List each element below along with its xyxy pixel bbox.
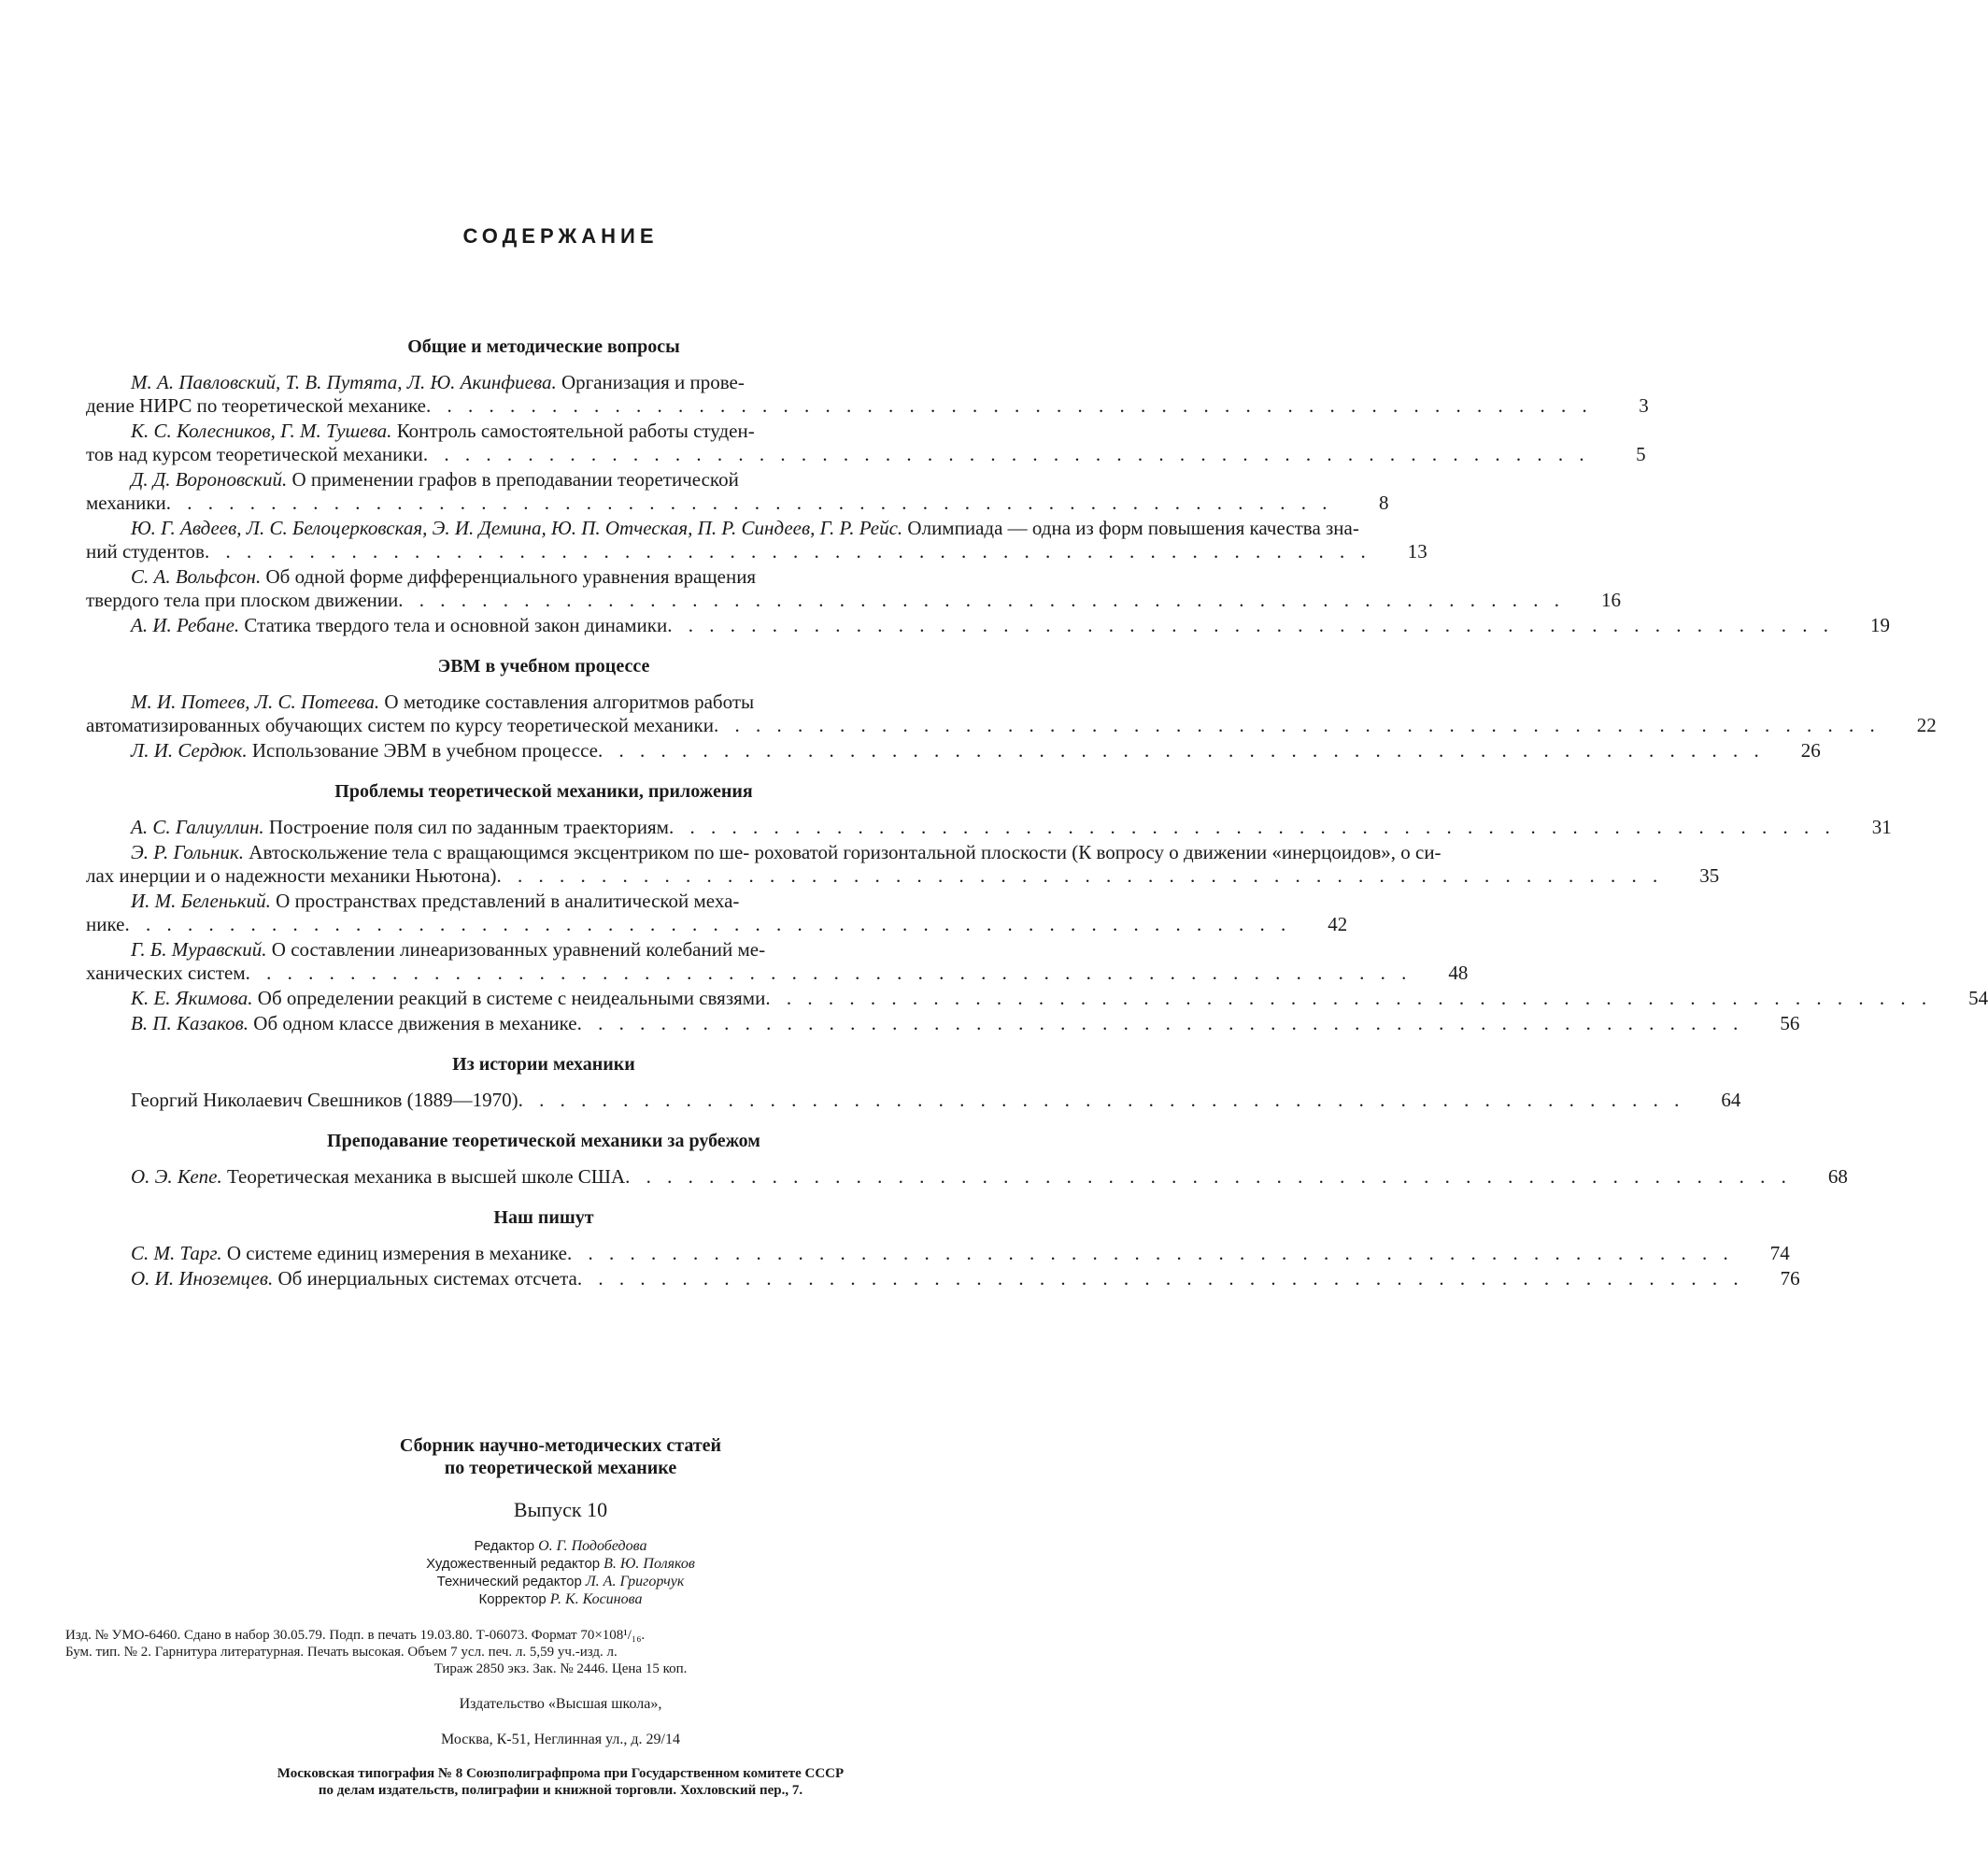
dot-leader: . . . . . . . . . . . . . . . . . . . . . . . . . . . . . . . . . . . . . . . . . . . . . . . . . . . . . . . . [667, 614, 1834, 636]
credit-line [0, 1537, 1121, 1555]
section-heading: ЭВМ в учебном процессе [437, 656, 650, 677]
entry-title: О составлении линеаризованных уравнений колебаний ме- [271, 938, 766, 961]
entry-title-end: нике [86, 913, 125, 935]
entry-title-end: Построение поля сил по заданным траекториям [268, 816, 669, 838]
entry-authors: К. С. Колесников, Г. М. Тушева. [131, 420, 392, 442]
entry-authors: Д. Д. Вороновский. [131, 468, 288, 491]
toc-entry [86, 468, 1389, 515]
toc-entry [86, 1089, 1741, 1112]
collection-title [0, 1434, 1121, 1479]
dot-leader: . . . . . . . . . . . . . . . . . . . . . . . . . . . . . . . . . . . . . . . . . . . . . . . . . . . . . . . . [165, 492, 1333, 514]
printing-house-line-2: по делам издательств, полиграфии и книжной торговли. Хохловский пер., 7. [318, 1783, 803, 1798]
entry-title: Контроль самостоятельной работы студен- [396, 420, 755, 442]
print-line-1: Изд. № УМО-6460. Сдано в набор 30.05.79. Подп. в печать 19.03.80. Т-06073. Формат 70×108¹/₁₆. [65, 1628, 646, 1643]
dot-leader: . . . . . . . . . . . . . . . . . . . . . . . . . . . . . . . . . . . . . . . . . . . . . . . . . . . . . . . . [426, 394, 1593, 417]
dot-leader: . . . . . . . . . . . . . . . . . . . . . . . . . . . . . . . . . . . . . . . . . . . . . . . . . . . . . . . . [518, 1089, 1685, 1111]
credit-line [0, 1590, 1121, 1608]
entry-title-end: Теоретическая механика в высшей школе США [226, 1165, 626, 1188]
entry-page-number: 19 [1869, 614, 1890, 636]
credit-role: Корректор [478, 1591, 547, 1607]
entry-authors: С. А. Вольфсон. [131, 565, 262, 588]
entry-title-end: дение НИРС по теоретической механике [86, 394, 427, 417]
entry-page-number: 22 [1916, 714, 1937, 736]
entry-authors: И. М. Беленький. [131, 890, 271, 912]
print-line-2: Бум. тип. № 2. Гарнитура литературная. Печать высокая. Объем 7 усл. печ. л. 5,59 уч.-изд. л. [65, 1645, 618, 1660]
toc-entry [86, 565, 1622, 612]
entry-authors: С. М. Тарг. [131, 1242, 222, 1264]
toc-entry [86, 938, 1469, 985]
toc-entry [86, 517, 1427, 563]
entry-title-end: ханических систем [86, 962, 246, 984]
section-heading: Преподавание теоретической механики за рубежом [327, 1131, 760, 1151]
publisher-address: Москва, К-51, Неглинная ул., д. 29/14 [441, 1732, 680, 1747]
entry-page-number: 5 [1636, 443, 1646, 465]
entry-authors: К. Е. Якимова. [131, 987, 253, 1009]
credit-role: Технический редактор [436, 1574, 582, 1589]
dot-leader: . . . . . . . . . . . . . . . . . . . . . . . . . . . . . . . . . . . . . . . . . . . . . . . . . . . . . . . . [576, 1267, 1744, 1290]
print-line-3: Тираж 2850 экз. Зак. № 2446. Цена 15 коп. [433, 1661, 688, 1676]
toc-entry [86, 1267, 1800, 1290]
toc-entry [86, 841, 1720, 888]
toc-entry [86, 816, 1892, 839]
editorial-credits [0, 1537, 1121, 1608]
toc-entry [86, 1165, 1848, 1189]
toc-entry [86, 739, 1821, 763]
entry-page-number: 26 [1800, 739, 1821, 762]
collection-title-line-1: Сборник научно-методических статей [399, 1435, 722, 1456]
entry-title-end: автоматизированных обучающих систем по курсу теоретической механики [86, 714, 714, 736]
section-heading: Общие и методические вопросы [407, 336, 680, 357]
print-details [65, 1627, 1056, 1677]
issue-number: Выпуск 10 [513, 1498, 608, 1521]
entry-authors: М. А. Павловский, Т. В. Путята, Л. Ю. Акинфиева. [131, 371, 557, 393]
toc-entry [86, 890, 1348, 936]
dot-leader: . . . . . . . . . . . . . . . . . . . . . . . . . . . . . . . . . . . . . . . . . . . . . . . . . . . . . . . . [398, 589, 1566, 611]
entry-title-end: Статика твердого тела и основной закон динамики [244, 614, 668, 636]
dot-leader: . . . . . . . . . . . . . . . . . . . . . . . . . . . . . . . . . . . . . . . . . . . . . . . . . . . . . . . . [245, 962, 1413, 984]
entry-title-end: механики [86, 492, 166, 514]
entry-title: О применении графов в преподавании теоретической [291, 468, 739, 491]
entry-page-number: 8 [1379, 492, 1389, 514]
toc-entry [86, 614, 1890, 637]
collection-title-line-2: по теоретической механике [444, 1458, 677, 1478]
toc-entry [86, 371, 1649, 418]
entry-authors: Ю. Г. Авдеев, Л. С. Белоцерковская, Э. И. Демина, Ю. П. Отческая, П. Р. Синдеев, Г. Р. Рейс. [131, 517, 903, 539]
entry-title: Олимпиада — одна из форм повышения качества зна- [907, 517, 1359, 539]
entry-page-number: 54 [1968, 987, 1988, 1009]
entry-page-number: 48 [1448, 962, 1469, 984]
entry-page-number: 64 [1721, 1089, 1741, 1111]
entry-title-end: твердого тела при плоском движении [86, 589, 399, 611]
credit-name: Р. К. Косинова [549, 1591, 643, 1607]
colophon [0, 1434, 1121, 1799]
entry-title-end: О системе единиц измерения в механике [226, 1242, 568, 1264]
credit-line [0, 1555, 1121, 1573]
entry-title: О методике составления алгоритмов работы [384, 691, 755, 713]
credit-role: Редактор [474, 1538, 535, 1554]
entry-authors: М. И. Потеев, Л. С. Потеева. [131, 691, 380, 713]
credit-name: В. Ю. Поляков [604, 1556, 695, 1572]
credit-name: О. Г. Подобедова [538, 1538, 647, 1554]
toc-entry [86, 691, 1937, 737]
toc-entry [86, 420, 1646, 466]
entry-title-end: Об инерциальных системах отсчета [277, 1267, 577, 1290]
dot-leader: . . . . . . . . . . . . . . . . . . . . . . . . . . . . . . . . . . . . . . . . . . . . . . . . . . . . . . . . [204, 540, 1371, 563]
section-heading: Наш пишут [493, 1207, 594, 1228]
publisher: Издательство «Высшая школа», [459, 1696, 662, 1712]
entry-authors: В. П. Казаков. [131, 1012, 249, 1034]
credit-role: Художественный редактор [426, 1556, 601, 1572]
dot-leader: . . . . . . . . . . . . . . . . . . . . . . . . . . . . . . . . . . . . . . . . . . . . . . . . . . . . . . . . [625, 1165, 1792, 1188]
entry-page-number: 31 [1871, 816, 1892, 838]
dot-leader: . . . . . . . . . . . . . . . . . . . . . . . . . . . . . . . . . . . . . . . . . . . . . . . . . . . . . . . . [765, 987, 1933, 1009]
entry-title-end: ний студентов [86, 540, 205, 563]
entry-page-number: 76 [1780, 1267, 1800, 1290]
entry-title-end: Георгий Николаевич Свешников (1889—1970) [131, 1089, 518, 1111]
entry-title: Организация и прове- [561, 371, 745, 393]
credit-name: Л. А. Григорчук [585, 1574, 685, 1589]
toc-entry [86, 987, 1988, 1010]
entry-authors: А. С. Галиуллин. [131, 816, 264, 838]
entry-title-end: тов над курсом теоретической механики [86, 443, 423, 465]
dot-leader: . . . . . . . . . . . . . . . . . . . . . . . . . . . . . . . . . . . . . . . . . . . . . . . . . . . . . . . . [597, 739, 1765, 762]
table-of-contents [86, 336, 1988, 1292]
printing-house [0, 1765, 1121, 1799]
entry-authors: Э. Р. Гольник. [131, 841, 245, 863]
credit-line [0, 1573, 1121, 1590]
entry-title: Об одной форме дифференциального уравнения вращения [265, 565, 757, 588]
entry-authors: Л. И. Сердюк. [131, 739, 248, 762]
toc-entry [86, 1012, 1800, 1035]
entry-title: О пространствах представлений в аналитической меха- [276, 890, 740, 912]
dot-leader: . . . . . . . . . . . . . . . . . . . . . . . . . . . . . . . . . . . . . . . . . . . . . . . . . . . . . . . . [668, 816, 1836, 838]
dot-leader: . . . . . . . . . . . . . . . . . . . . . . . . . . . . . . . . . . . . . . . . . . . . . . . . . . . . . . . . [496, 864, 1664, 887]
entry-title: Автоскольжение тела с вращающимся эксцентриком по ше- роховатой горизонтальной плоскости (К вопросу о движении «инерцоидов», о си- [248, 841, 1441, 863]
dot-leader: . . . . . . . . . . . . . . . . . . . . . . . . . . . . . . . . . . . . . . . . . . . . . . . . . . . . . . . . [713, 714, 1881, 736]
toc-entry [86, 1242, 1790, 1265]
entry-authors: А. И. Ребане. [131, 614, 240, 636]
entry-page-number: 35 [1699, 864, 1720, 887]
entry-page-number: 42 [1328, 913, 1348, 935]
dot-leader: . . . . . . . . . . . . . . . . . . . . . . . . . . . . . . . . . . . . . . . . . . . . . . . . . . . . . . . . [124, 913, 1292, 935]
section-heading: Из истории механики [452, 1054, 635, 1075]
entry-title-end: Использование ЭВМ в учебном процессе [251, 739, 598, 762]
dot-leader: . . . . . . . . . . . . . . . . . . . . . . . . . . . . . . . . . . . . . . . . . . . . . . . . . . . . . . . . [422, 443, 1590, 465]
entry-page-number: 74 [1769, 1242, 1790, 1264]
entry-title-end: лах инерции и о надежности механики Ньютона) [86, 864, 497, 887]
entry-authors: О. Э. Кепе. [131, 1165, 222, 1188]
entry-page-number: 56 [1780, 1012, 1800, 1034]
dot-leader: . . . . . . . . . . . . . . . . . . . . . . . . . . . . . . . . . . . . . . . . . . . . . . . . . . . . . . . . [567, 1242, 1734, 1264]
entry-page-number: 16 [1601, 589, 1622, 611]
entry-title-end: Об одном классе движения в механике [253, 1012, 577, 1034]
entry-authors: О. И. Иноземцев. [131, 1267, 274, 1290]
entry-title-end: Об определении реакций в системе с неидеальными связями [257, 987, 766, 1009]
section-heading: Проблемы теоретической механики, приложения [334, 781, 753, 802]
dot-leader: . . . . . . . . . . . . . . . . . . . . . . . . . . . . . . . . . . . . . . . . . . . . . . . . . . . . . . . . [576, 1012, 1744, 1034]
entry-page-number: 13 [1407, 540, 1427, 563]
entry-authors: Г. Б. Муравский. [131, 938, 267, 961]
page-title: СОДЕРЖАНИЕ [462, 224, 659, 248]
entry-page-number: 3 [1639, 394, 1649, 417]
printing-house-line-1: Московская типография № 8 Союзполиграфпрома при Государственном комитете СССР [277, 1766, 845, 1781]
entry-page-number: 68 [1827, 1165, 1848, 1188]
